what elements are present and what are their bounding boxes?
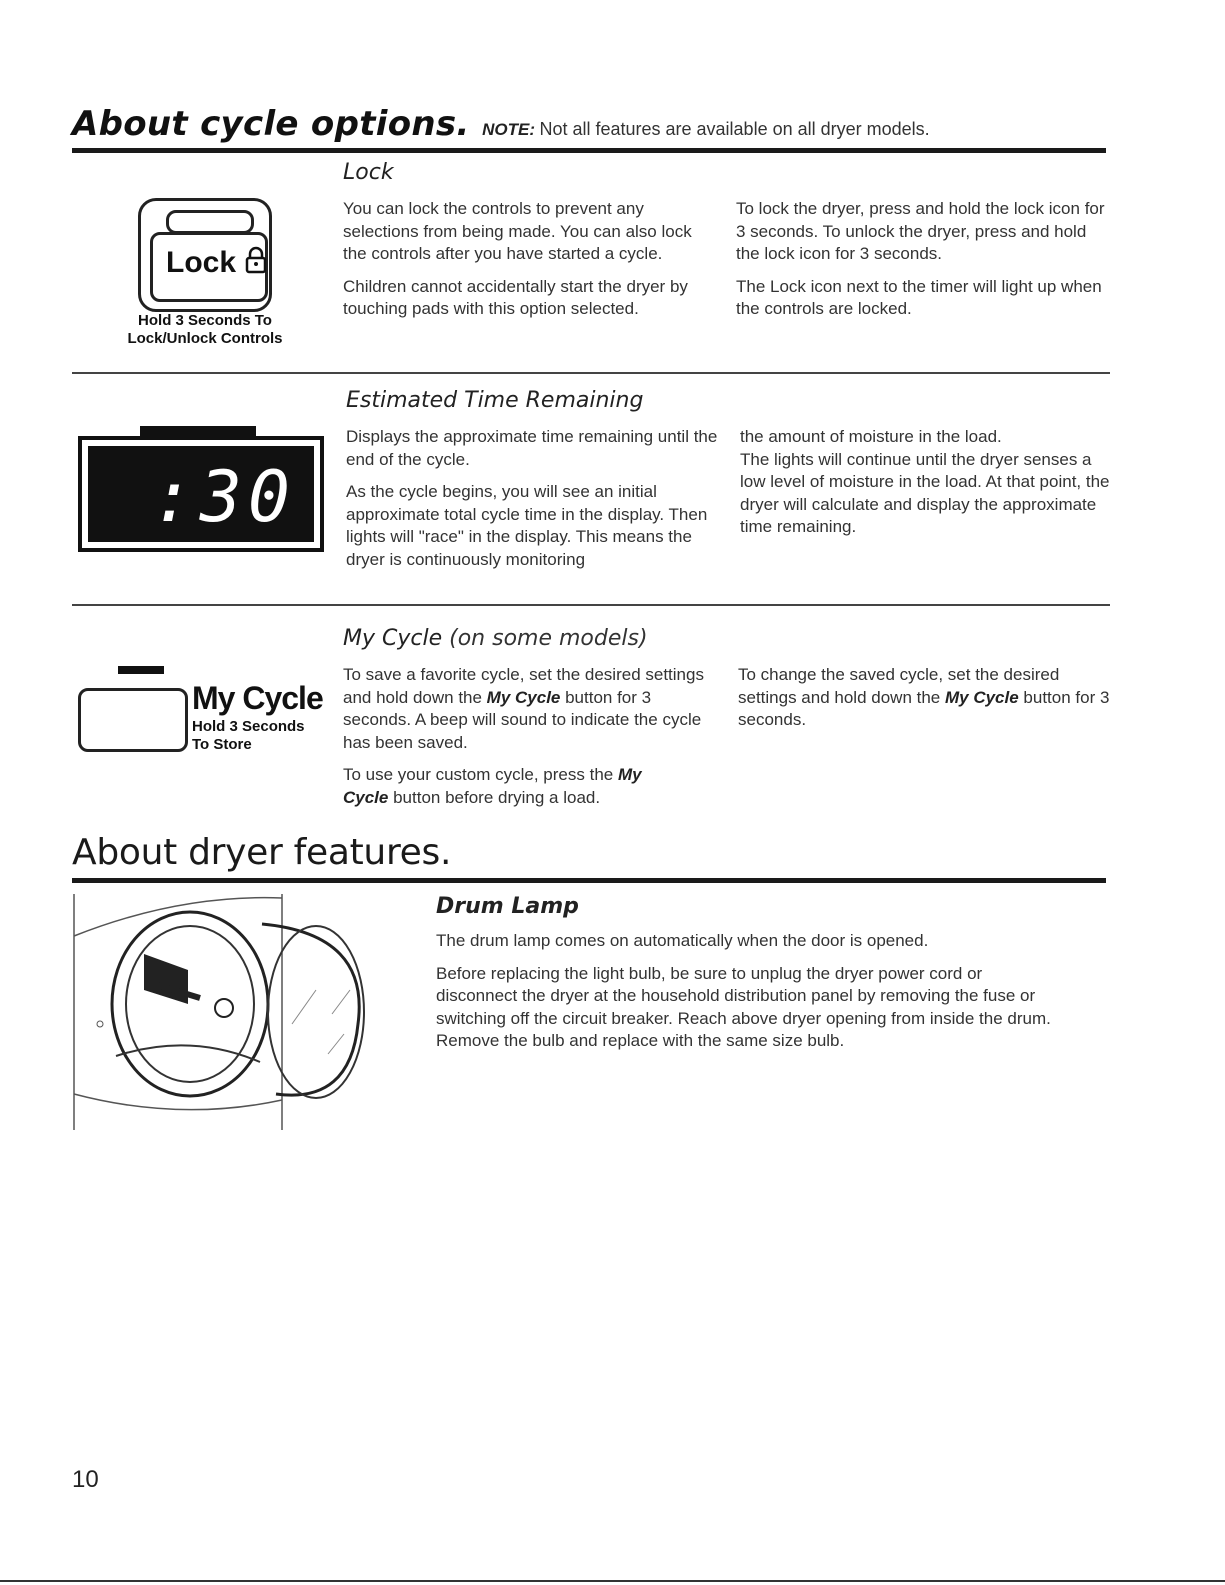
mycycle-paragraph-1	[343, 664, 723, 754]
padlock-icon	[244, 246, 268, 282]
drum-lamp-paragraph-2: Before replacing the light bulb, be sure to unplug the dryer power cord or disconnect the dryer at the household distribution panel by removing the fuse or switching off the circuit breaker. Reach above dryer opening from inside the drum. Remove the bulb and replace with the same size bulb.	[436, 963, 1051, 1050]
mycycle-caption-line2: To Store	[192, 736, 252, 753]
time-display-illustration	[78, 436, 324, 552]
etr-paragraph-4: The lights will continue until the dryer senses a low level of moisture in the load. At that point, the dryer will calculate and display the approximate time remaining.	[740, 449, 1110, 536]
drum-lamp-title: Drum Lamp	[436, 894, 579, 919]
etr-display-label	[140, 426, 256, 436]
mycycle-title	[343, 626, 648, 651]
mycycle-p2-text-c: button before drying a load.	[388, 787, 601, 807]
lock-panel-slot	[166, 210, 254, 234]
lock-paragraph-2: Children cannot accidentally start the dryer by touching pads with this option selected.	[343, 276, 688, 318]
mycycle-button-graphic	[78, 688, 188, 752]
page-bottom-edge	[0, 1580, 1225, 1582]
mycycle-p2-text-a: To use your custom cycle, press the	[343, 765, 618, 784]
lock-right-column	[736, 198, 1106, 331]
mycycle-p3-emphasis: My Cycle	[944, 687, 1019, 707]
mycycle-title-suffix: (on some models)	[449, 626, 648, 651]
features-heading: About dryer features.	[72, 832, 452, 873]
page-number: 10	[72, 1466, 99, 1493]
lock-paragraph-1: You can lock the controls to prevent any selections from being made. You can also lock the controls after you have started a cycle.	[343, 199, 692, 263]
lock-left-column	[343, 198, 715, 331]
page-title: About cycle options.	[72, 104, 470, 144]
lock-icon-text	[166, 246, 268, 282]
etr-paragraph-2: As the cycle begins, you will see an initial approximate total cycle time in the display. Then lights will "race" in the display. This means the dryer is continuously monitoring	[346, 482, 708, 569]
display-screen	[88, 446, 314, 542]
mycycle-p2-emphasis: My Cycle	[343, 765, 642, 807]
mycycle-icon-caption	[192, 718, 305, 754]
section-divider-2	[72, 604, 1110, 606]
drum-lamp-illustration	[70, 894, 370, 1135]
display-digits: :30	[151, 456, 296, 538]
note-text: Not all features are available on all dryer models.	[539, 119, 930, 139]
header-rule	[72, 148, 1106, 153]
lock-caption	[110, 312, 300, 348]
section-divider-1	[72, 372, 1110, 374]
lock-paragraph-4: The Lock icon next to the timer will light up when the controls are locked.	[736, 276, 1102, 318]
mycycle-caption-line1: Hold 3 Seconds	[192, 718, 305, 735]
mycycle-right-column	[738, 664, 1110, 742]
mycycle-paragraph-3	[738, 664, 1110, 732]
etr-title: Estimated Time Remaining	[346, 388, 644, 413]
etr-left-column	[346, 426, 718, 581]
lock-title: Lock	[343, 160, 394, 185]
lock-icon-label: Lock	[166, 246, 237, 279]
lock-caption-line2: Lock/Unlock Controls	[127, 330, 283, 347]
mycycle-p1-emphasis: My Cycle	[486, 687, 561, 707]
mycycle-p1-text-a: To save a favorite cycle, set the desired settings and hold down the	[343, 665, 704, 707]
mycycle-p1-text-c: button for 3 seconds. A beep will sound to indicate the cycle has been saved.	[343, 687, 702, 752]
lock-caption-line1: Hold 3 Seconds To	[138, 312, 272, 329]
mycycle-indicator	[118, 666, 164, 674]
mycycle-icon-label: My Cycle	[192, 680, 323, 716]
drum-lamp-column	[436, 930, 1066, 1063]
note-label: NOTE:	[482, 120, 535, 139]
etr-paragraph-1: Displays the approximate time remaining until the end of the cycle.	[346, 427, 718, 469]
lock-paragraph-3: To lock the dryer, press and hold the lock icon for 3 seconds. To unlock the dryer, press and hold the lock icon for 3 seconds.	[736, 199, 1105, 263]
mycycle-left-column	[343, 664, 723, 819]
drum-lamp-paragraph-1: The drum lamp comes on automatically when the door is opened.	[436, 931, 929, 950]
mycycle-p3-text-a: To change the saved cycle, set the desired settings and hold down the	[738, 665, 1060, 707]
page-header	[72, 104, 930, 144]
etr-paragraph-3: the amount of moisture in the load.	[740, 427, 1002, 446]
mycycle-paragraph-2	[343, 764, 683, 809]
mycycle-title-text: My Cycle	[343, 626, 443, 651]
etr-right-column	[740, 426, 1112, 549]
mycycle-p3-text-c: button for 3 seconds.	[738, 687, 1110, 729]
features-rule	[72, 878, 1106, 883]
